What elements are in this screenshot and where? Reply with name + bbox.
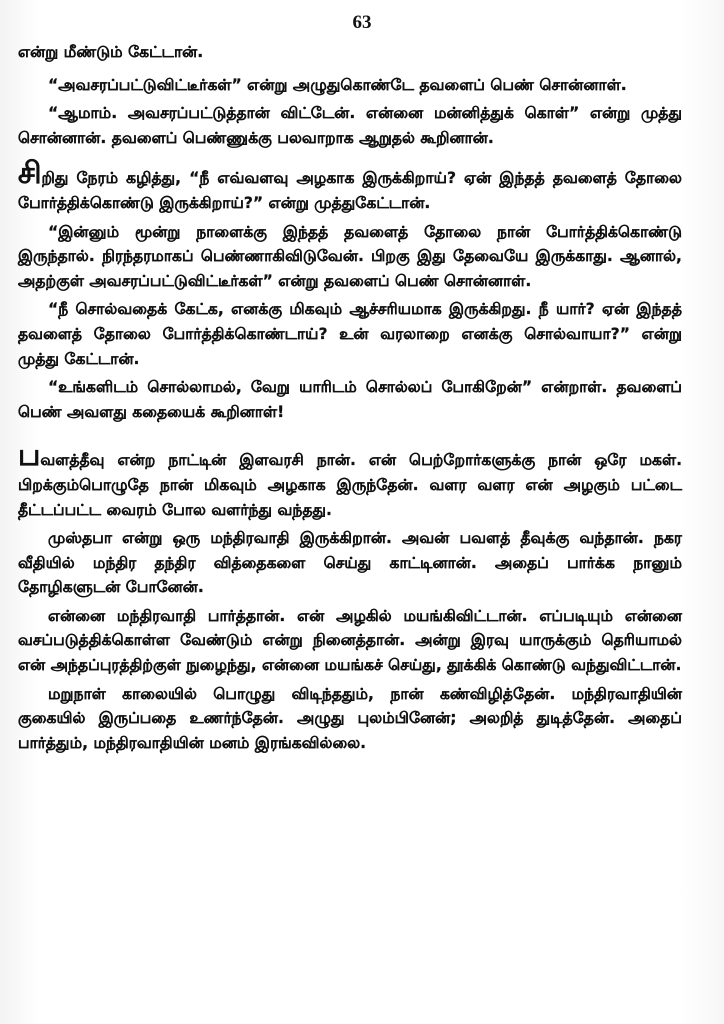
paragraph-10: என்னை மந்திரவாதி பார்த்தான். என் அழகில் மயங்கிவிட்டான். எப்படியும் என்னை வசப்படுத்திக்கொள்ள வேண்டும் என்று நினைத்தான். அன்று இரவு யாருக்கும் தெரியாமல் என் அந்தப்புரத்திற்குள் நுழைந்து, என்னை மயங்கச் செய்து, தூக்கிக் கொண்டு வந்துவிட்டான். (18, 606, 682, 675)
drop-cap-letter: ப (18, 438, 39, 474)
paragraph-6: “நீ சொல்வதைக் கேட்க, எனக்கு மிகவும் ஆச்சரியமாக இருக்கிறது. நீ யார்? ஏன் இந்தத் தவளைத் தோலை போர்த்திக்கொண்டாய்? உன் வரலாறை எனக்கு சொல்வாயா?” என்று முத்து கேட்டான். (18, 300, 682, 368)
page-number: 63 (352, 12, 372, 33)
paragraph-3: “ஆமாம். அவசரப்பட்டுத்தான் விட்டேன். என்னை மன்னித்துக் கொள்” என்று முத்து சொன்னான். தவளைப் பெண்ணுக்கு பலவாறாக ஆறுதல் கூறினான். (18, 104, 682, 147)
paragraph-9: முஸ்தபா என்று ஒரு மந்திரவாதி இருக்கிறான். அவன் பவளத் தீவுக்கு வந்தான். நகர வீதியில் மந்திர தந்திர வித்தைகளை செய்து காட்டினான். அதைப் பார்க்க நானும் தோழிகளுடன் போனேன். (18, 529, 682, 597)
paragraph-11: மறுநாள் காலையில் பொழுது விடிந்ததும், நான் கண்விழித்தேன். மந்திரவாதியின் குகையில் இருப்பதை உணர்ந்தேன். அழுது புலம்பினேன்; அலறித் துடித்தேன். அதைப் பார்த்தும், மந்திரவாதியின் மனம் இரங்கவில்லை. (18, 684, 682, 752)
paragraph-4-text: றிது நேரம் கழித்து, “நீ எவ்வளவு அழகாக இருக்கிறாய்? ஏன் இந்தத் தவளைத் தோலை போர்த்திக்கொண்டு இருக்கிறாய்?” என்று முத்துகேட்டான். (18, 169, 682, 212)
paragraph-7: “உங்களிடம் சொல்லாமல், வேறு யாரிடம் சொல்லப் போகிறேன்” என்றாள். தவளைப் பெண் அவளது கதையைக் கூறினாள்! (18, 378, 682, 421)
paragraph-8-text: வளத்தீவு என்ற நாட்டின் இளவரசி நான். என் பெற்றோர்களுக்கு நான் ஒரே மகள். பிறக்கும்பொழுதே நான் மிகவும் அழகாக இருந்தேன். வளர வளர என் அழகும் பட்டை தீட்டப்பட்ட வைரம் போல வளர்ந்து வந்தது. (18, 451, 682, 519)
paragraph-8 (18, 438, 682, 522)
paragraph-1: என்று மீண்டும் கேட்டான். (18, 43, 204, 61)
story-body (18, 40, 682, 759)
paragraph-2: “அவசரப்பட்டுவிட்டீர்கள்” என்று அழுதுகொண்டே தவளைப் பெண் சொன்னாள். (48, 75, 627, 94)
paragraph-4 (18, 156, 682, 215)
drop-cap-letter: சி (18, 156, 40, 192)
paragraph-5: “இன்னும் மூன்று நாளைக்கு இந்தத் தவளைத் தோலை நான் போர்த்திக்கொண்டு இருந்தால். நிரந்தரமாகப் பெண்ணாகிவிடுவேன். பிறகு இது தேவையே இருக்காது. ஆனால், அதற்குள் அவசரப்பட்டுவிட்டீர்கள்” என்று தவளைப் பெண் சொன்னாள். (18, 222, 682, 290)
